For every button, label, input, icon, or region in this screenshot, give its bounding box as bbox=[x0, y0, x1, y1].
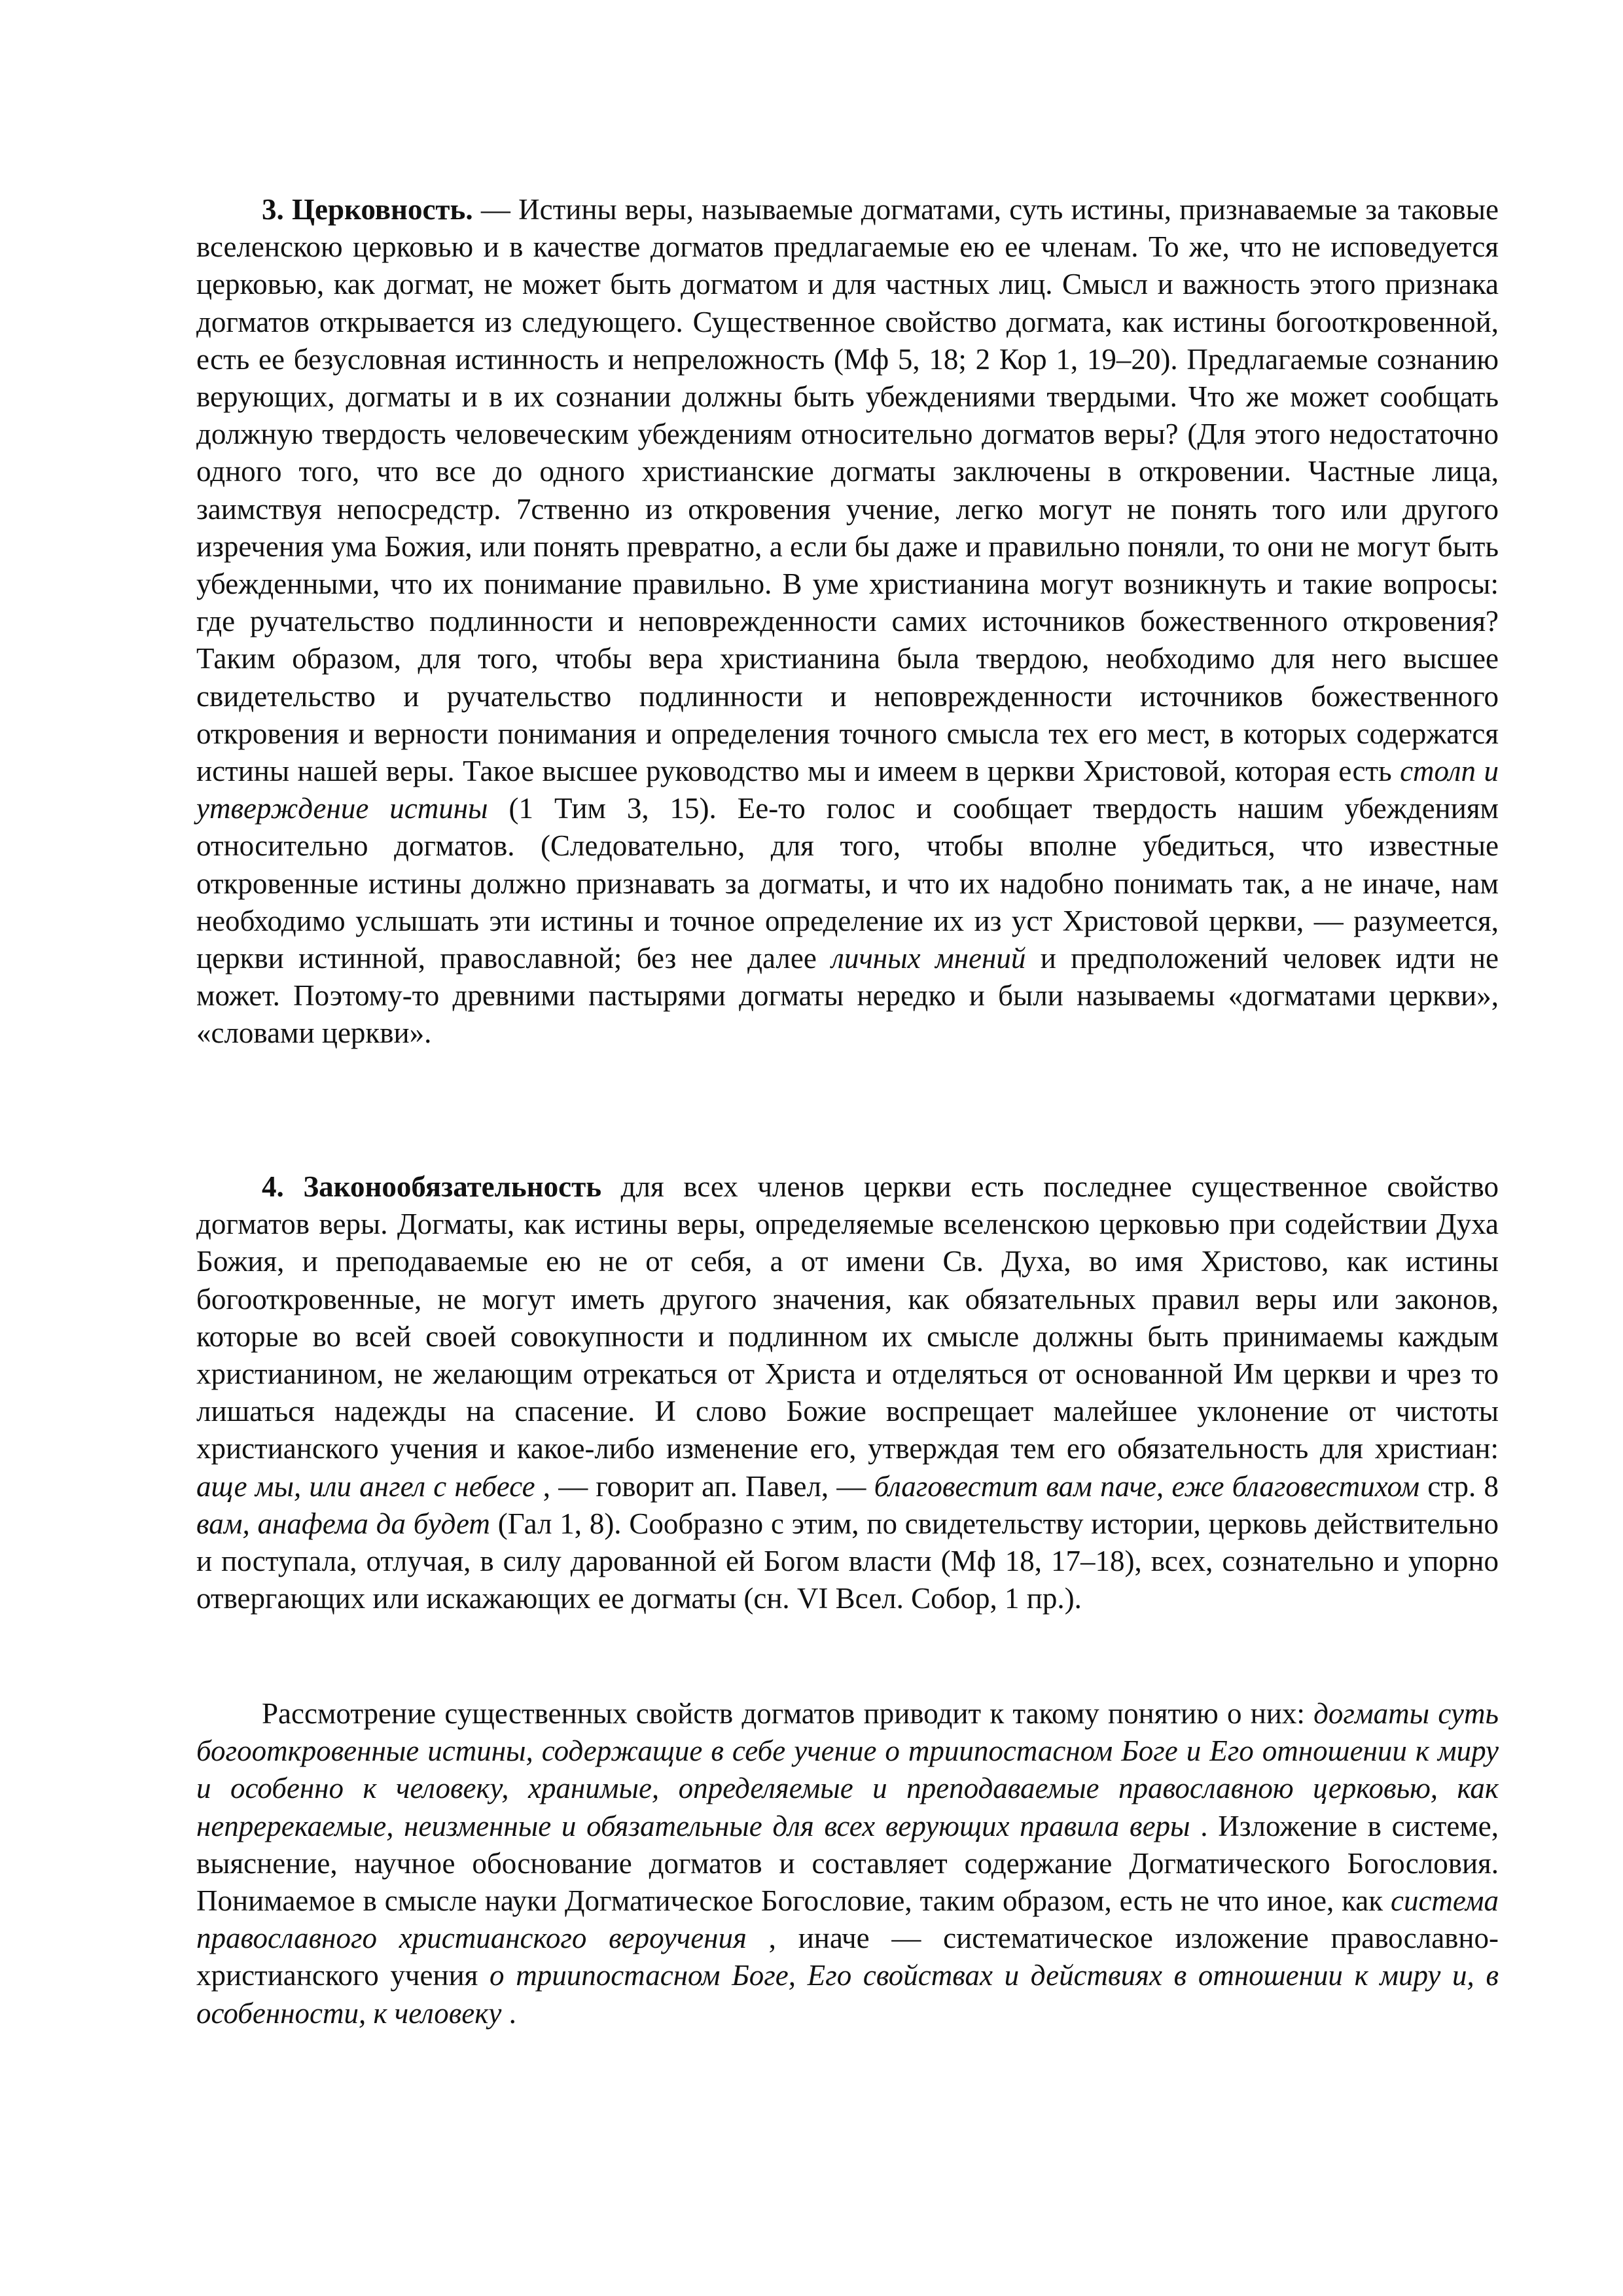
text-segment: (Гал 1, 8). Сообразно с этим, по свидетельству истории, церковь действительно и поступала, отлучая, в силу дарованной ей Богом власти (Мф 18, 17–18), всех, сознательно и упорно отвергающих или искажающих ее догматы (сн. VI Всел. Собор, 1 пр.). bbox=[196, 1507, 1499, 1615]
italic-quote: благовестит вам паче, еже благовестихом bbox=[874, 1469, 1420, 1503]
paragraph-definition bbox=[196, 1695, 1499, 2032]
section-heading-obligatoriness: 4. Законообязательность bbox=[262, 1170, 601, 1203]
italic-definition: о триипостасном Боге, Его свойствах и действиях в отношении к миру и, в особенности, к человеку bbox=[196, 1959, 1499, 2030]
italic-quote: вам, анафема да будет bbox=[196, 1507, 490, 1540]
text-segment: — Истины веры, называемые догматами, суть истины, признаваемые за таковые вселенскою церковью и в качестве догматов предлагаемые ею ее членам. То же, что не исповедуется церковью, как догмат, не может быть догматом и для частных лиц. Смысл и важность этого признака догматов открывается из следующего. Существенное свойство догмата, как истины богооткровенной, есть ее безусловная истинность и непреложность (Мф 5, 18; 2 Кор 1, 19–20). Предлагаемые сознанию верующих, догматы и в их сознании должны быть убеждениями твердыми. Что же может сообщать должную твердость человеческим убеждениям относительно догматов веры? (Для этого недостаточно одного того, что все до одного христианские догматы заключены в откровении. Частные лица, заимствуя непосредстр. 7ственно из откровения учение, легко могут не понять того или другого изречения ума Божия, или понять превратно, а если бы даже и правильно поняли, то они не могут быть убежденными, что их понимание правильно. В уме христианина могут возникнуть и такие вопросы: где ручательство подлинности и неповрежденности самих источников божественного откровения? Таким образом, для того, чтобы вера христианина была твердою, необходимо для него высшее свидетельство и ручательство подлинности и неповрежденности источников божественного откровения и верности понимания и определения точного смысла тех его мест, в которых содержатся истины нашей веры. Такое высшее руководство мы и имеем в церкви Христовой, которая есть bbox=[196, 193, 1499, 788]
text-segment: . bbox=[501, 1996, 516, 2030]
text-segment: , иначе — систематическое изложение православно-христианского учения bbox=[196, 1922, 1499, 1992]
paragraph-obligatoriness bbox=[196, 1168, 1499, 1617]
italic-quote: столп и утверждение истины bbox=[196, 755, 1499, 825]
text-segment: и предположений человек идти не может. Поэтому-то древними пастырями догматы нередко и были называемы «догматами церкви», «словами церкви». bbox=[196, 942, 1499, 1050]
text-segment: . Изложение в системе, выяснение, научное обоснование догматов и составляет содержание Догматического Богословия. Понимаемое в смысле науки Догматическое Богословие, таким образом, есть не что иное, как bbox=[196, 1809, 1499, 1918]
text-segment: , — говорит ап. Павел, — bbox=[535, 1469, 874, 1503]
paragraph-churchliness bbox=[196, 191, 1499, 1052]
italic-phrase: личных мнений bbox=[831, 942, 1026, 975]
text-segment: Рассмотрение существенных свойств догматов приводит к такому понятию о них: bbox=[262, 1697, 1314, 1730]
section-heading-churchliness: 3. Церковность. bbox=[262, 193, 473, 226]
italic-definition: догматы суть богооткровенные истины, содержащие в себе учение о триипостасном Боге и Его отношении к миру и особенно к человеку, хранимые, определяемые и преподаваемые православною церковью, как непререкаемые, неизменные и обязательные для всех верующих правила веры bbox=[196, 1697, 1499, 1842]
text-segment: для всех членов церкви есть последнее существенное свойство догматов веры. Догматы, как истины веры, определяемые вселенскою церковью при содействии Духа Божия, и преподаваемые ею не от себя, а от имени Св. Духа, во имя Христово, как истины богооткровенные, не могут иметь другого значения, как обязательных правил веры или законов, которые во всей своей совокупности и подлинном их смысле должны быть принимаемы каждым христианином, не желающим отрекаться от Христа и отделяться от основанной Им церкви и чрез то лишаться надежды на спасение. И слово Божие воспрещает малейшее уклонение от чистоты христианского учения и какое-либо изменение его, утверждая тем его обязательность для христиан: bbox=[196, 1170, 1499, 1465]
italic-quote: аще мы, или ангел с небесе bbox=[196, 1469, 535, 1503]
italic-definition: система православного христианского вероучения bbox=[196, 1884, 1499, 1955]
text-segment: (1 Тим 3, 15). Ее-то голос и сообщает твердость нашим убеждениям относительно догматов. (Следовательно, для того, чтобы вполне убедиться, что известные откровенные истины должно признавать за догматы, и что их надобно понимать так, а не иначе, нам необходимо услышать эти истины и точное определение их из уст Христовой церкви, — разумеется, церкви истинной, православной; без нее далее bbox=[196, 792, 1499, 975]
text-segment: стр. 8 bbox=[1419, 1469, 1499, 1503]
